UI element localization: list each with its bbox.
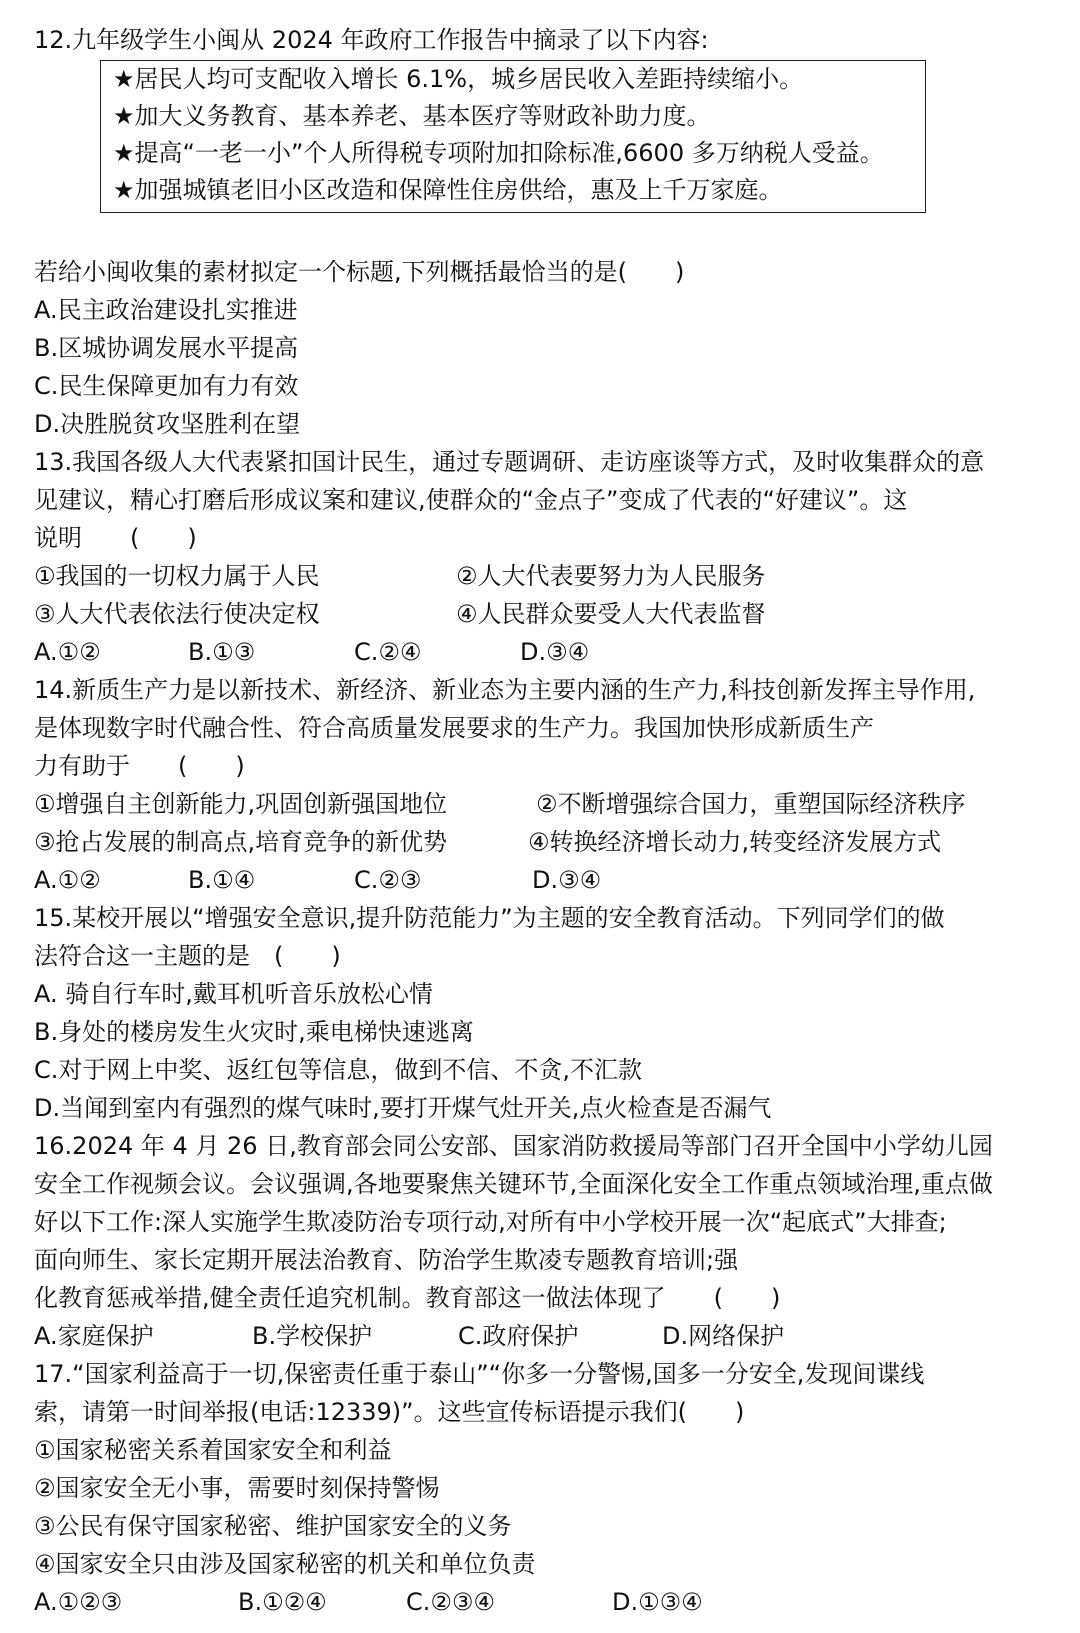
q12-box-line: ★加强城镇老旧小区改造和保障性住房供给，惠及上千万家庭。 [113, 176, 783, 204]
q14-statement-4: ④转换经济增长动力,转变经济发展方式 [528, 828, 942, 856]
q12-box-line: ★加大义务教育、基本养老、基本医疗等财政补助力度。 [113, 102, 711, 130]
q14-statement-2: ②不断增强综合国力，重塑国际经济秩序 [536, 790, 966, 818]
q17-statement-2: ②国家安全无小事，需要时刻保持警惕 [34, 1474, 440, 1502]
q13-statement-4: ④人民群众要受人大代表监督 [456, 600, 766, 628]
q16-option-a[interactable]: A.家庭保护 [34, 1322, 154, 1350]
q16-stem-line: 安全工作视频会议。会议强调,各地要聚焦关键环节,全面深化安全工作重点领域治理,重点做 [34, 1170, 993, 1198]
q17-stem-line: 17.“国家利益高于一切,保密责任重于泰山”“你多一分警惕,国多一分安全,发现间谍线 [34, 1360, 925, 1388]
q16-stem-line: 好以下工作:深人实施学生欺凌防治专项行动,对所有中小学校开展一次“起底式”大排查; [34, 1208, 947, 1236]
q15-stem-line: 法符合这一主题的是 ( ) [34, 942, 341, 970]
q12-option-d[interactable]: D.决胜脱贫攻坚胜利在望 [34, 410, 301, 438]
q12-question: 若给小闽收集的素材拟定一个标题,下列概括最恰当的是( ) [34, 258, 685, 286]
q13-statement-3: ③人大代表依法行使决定权 [34, 600, 320, 628]
q14-option-d[interactable]: D.③④ [532, 866, 602, 894]
q17-option-a[interactable]: A.①②③ [34, 1588, 123, 1616]
q12-option-c[interactable]: C.民生保障更加有力有效 [34, 372, 299, 400]
q15-option-a[interactable]: A. 骑自行车时,戴耳机听音乐放松心情 [34, 980, 433, 1008]
q16-stem-line: 化教育惩戒举措,健全责任追究机制。教育部这一做法体现了 ( ) [34, 1284, 781, 1312]
q17-option-c[interactable]: C.②③④ [406, 1588, 495, 1616]
q12-option-b[interactable]: B.区城协调发展水平提高 [34, 334, 299, 362]
q16-option-d[interactable]: D.网络保护 [662, 1322, 785, 1350]
q17-statement-3: ③公民有保守国家秘密、维护国家安全的义务 [34, 1512, 512, 1540]
q13-option-c[interactable]: C.②④ [354, 638, 422, 666]
q14-option-a[interactable]: A.①② [34, 866, 101, 894]
q13-option-b[interactable]: B.①③ [188, 638, 256, 666]
q15-stem-line: 15.某校开展以“增强安全意识,提升防范能力”为主题的安全教育活动。下列同学们的做 [34, 904, 945, 932]
q13-stem-line: 说明 ( ) [34, 524, 197, 552]
q14-stem-line: 力有助于 ( ) [34, 752, 245, 780]
q16-stem-line: 面向师生、家长定期开展法治教育、防治学生欺凌专题教育培训;强 [34, 1246, 739, 1274]
q13-option-a[interactable]: A.①② [34, 638, 101, 666]
q17-stem-line: 索，请第一时间举报(电话:12339)”。这些宣传标语提示我们( ) [34, 1398, 745, 1426]
q13-statement-2: ②人大代表要努力为人民服务 [456, 562, 766, 590]
q15-option-b[interactable]: B.身处的楼房发生火灾时,乘电梯快速逃离 [34, 1018, 474, 1046]
q13-statement-1: ①我国的一切权力属于人民 [34, 562, 320, 590]
q14-statement-3: ③抢占发展的制高点,培育竞争的新优势 [34, 828, 448, 856]
q12-box-line: ★提高“一老一小”个人所得税专项附加扣除标准,6600 多万纳税人受益。 [113, 139, 884, 167]
q16-option-b[interactable]: B.学校保护 [252, 1322, 373, 1350]
q13-stem-line: 见建议，精心打磨后形成议案和建议,使群众的“金点子”变成了代表的“好建议”。这 [34, 486, 908, 514]
q14-stem-line: 是体现数字时代融合性、符合高质量发展要求的生产力。我国加快形成新质生产 [34, 714, 874, 742]
q12-stem: 12.九年级学生小闽从 2024 年政府工作报告中摘录了以下内容: [34, 26, 709, 54]
q17-statement-4: ④国家安全只由涉及国家秘密的机关和单位负责 [34, 1550, 536, 1578]
q12-excerpt-box [100, 60, 926, 213]
q16-option-c[interactable]: C.政府保护 [458, 1322, 579, 1350]
q14-option-b[interactable]: B.①④ [188, 866, 256, 894]
q13-option-d[interactable]: D.③④ [520, 638, 590, 666]
q17-statement-1: ①国家秘密关系着国家安全和利益 [34, 1436, 392, 1464]
q12-option-a[interactable]: A.民主政治建设扎实推进 [34, 296, 298, 324]
q14-statement-1: ①增强自主创新能力,巩固创新强国地位 [34, 790, 448, 818]
q17-option-d[interactable]: D.①③④ [612, 1588, 703, 1616]
q17-option-b[interactable]: B.①②④ [238, 1588, 327, 1616]
q12-box-line: ★居民人均可支配收入增长 6.1%，城乡居民收入差距持续缩小。 [113, 65, 804, 93]
q15-option-d[interactable]: D.当闻到室内有强烈的煤气味时,要打开煤气灶开关,点火检查是否漏气 [34, 1094, 772, 1122]
q16-stem-line: 16.2024 年 4 月 26 日,教育部会同公安部、国家消防救援局等部门召开全国中小学幼儿园 [34, 1132, 993, 1160]
q13-stem-line: 13.我国各级人大代表紧扣国计民生，通过专题调研、走访座谈等方式，及时收集群众的意 [34, 448, 985, 476]
q14-stem-line: 14.新质生产力是以新技术、新经济、新业态为主要内涵的生产力,科技创新发挥主导作用, [34, 676, 976, 704]
q15-option-c[interactable]: C.对于网上中奖、返红包等信息，做到不信、不贪,不汇款 [34, 1056, 643, 1084]
q14-option-c[interactable]: C.②③ [354, 866, 422, 894]
